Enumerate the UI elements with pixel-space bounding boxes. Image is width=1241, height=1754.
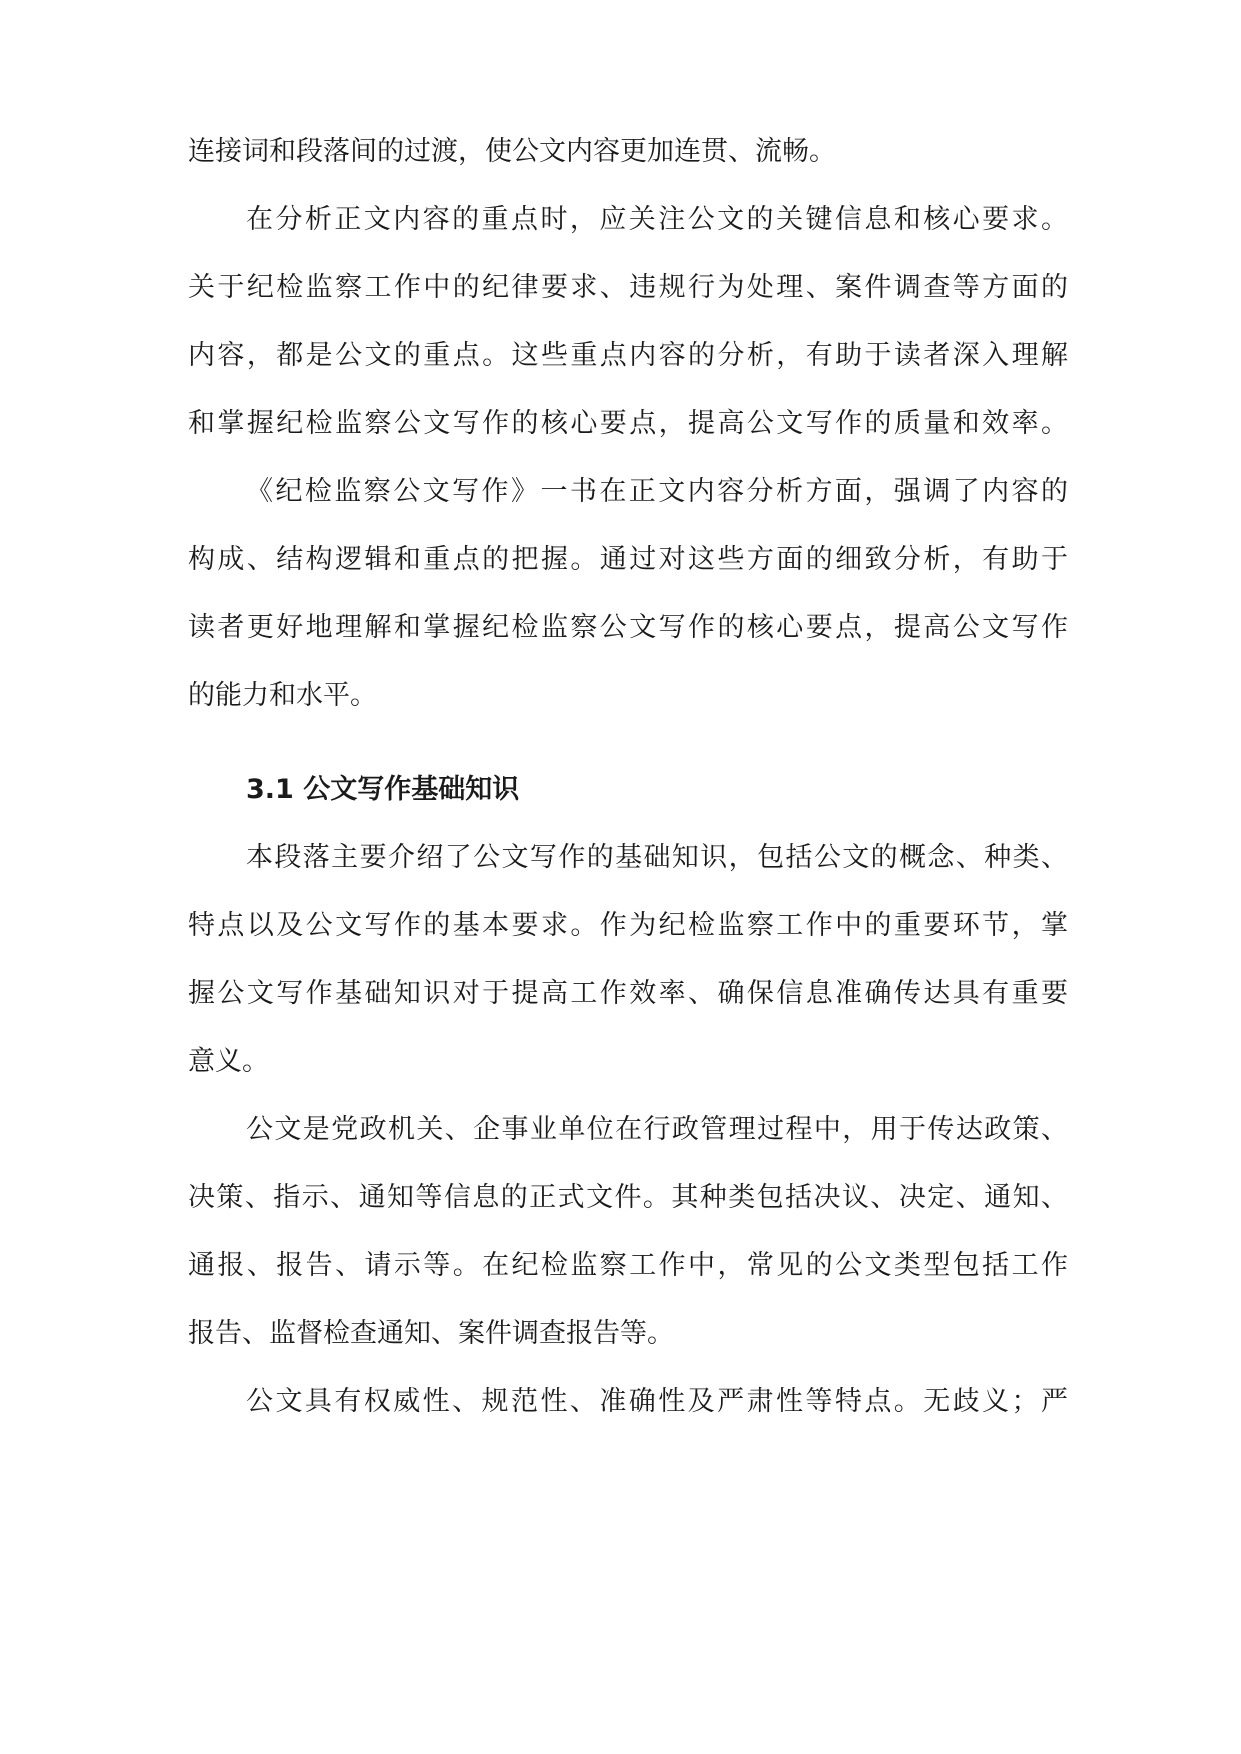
paragraph-3-line-4: 的能力和水平。 [188,680,377,711]
paragraph-5-line-3: 通报、报告、请示等。在纪检监察工作中，常见的公文类型包括工作 [188,1250,1068,1281]
paragraph-4-line-2: 特点以及公文写作的基本要求。作为纪检监察工作中的重要环节，掌 [188,910,1068,941]
paragraph-5-line-1: 公文是党政机关、企事业单位在行政管理过程中，用于传达政策、 [246,1114,1068,1145]
paragraph-1-line-1: 连接词和段落间的过渡，使公文内容更加连贯、流畅。 [188,136,836,167]
paragraph-5-line-4: 报告、监督检查通知、案件调查报告等。 [188,1318,674,1349]
paragraph-3-line-3: 读者更好地理解和掌握纪检监察公文写作的核心要点，提高公文写作 [188,612,1068,643]
paragraph-2-line-2: 关于纪检监察工作中的纪律要求、违规行为处理、案件调查等方面的 [188,272,1068,303]
paragraph-3-line-2: 构成、结构逻辑和重点的把握。通过对这些方面的细致分析，有助于 [188,544,1068,575]
paragraph-2-line-3: 内容，都是公文的重点。这些重点内容的分析，有助于读者深入理解 [188,340,1068,371]
paragraph-3-line-1: 《纪检监察公文写作》一书在正文内容分析方面，强调了内容的 [246,476,1068,507]
paragraph-2-line-4: 和掌握纪检监察公文写作的核心要点，提高公文写作的质量和效率。 [188,408,1068,439]
paragraph-6-line-1: 公文具有权威性、规范性、准确性及严肃性等特点。无歧义；严 [246,1386,1068,1417]
paragraph-4-line-4: 意义。 [188,1046,269,1077]
section-heading: 3.1 公文写作基础知识 [246,774,520,805]
paragraph-5-line-2: 决策、指示、通知等信息的正式文件。其种类包括决议、决定、通知、 [188,1182,1068,1213]
paragraph-4-line-3: 握公文写作基础知识对于提高工作效率、确保信息准确传达具有重要 [188,978,1068,1009]
paragraph-2-line-1: 在分析正文内容的重点时，应关注公文的关键信息和核心要求。 [246,204,1068,235]
paragraph-4-line-1: 本段落主要介绍了公文写作的基础知识，包括公文的概念、种类、 [246,842,1068,873]
